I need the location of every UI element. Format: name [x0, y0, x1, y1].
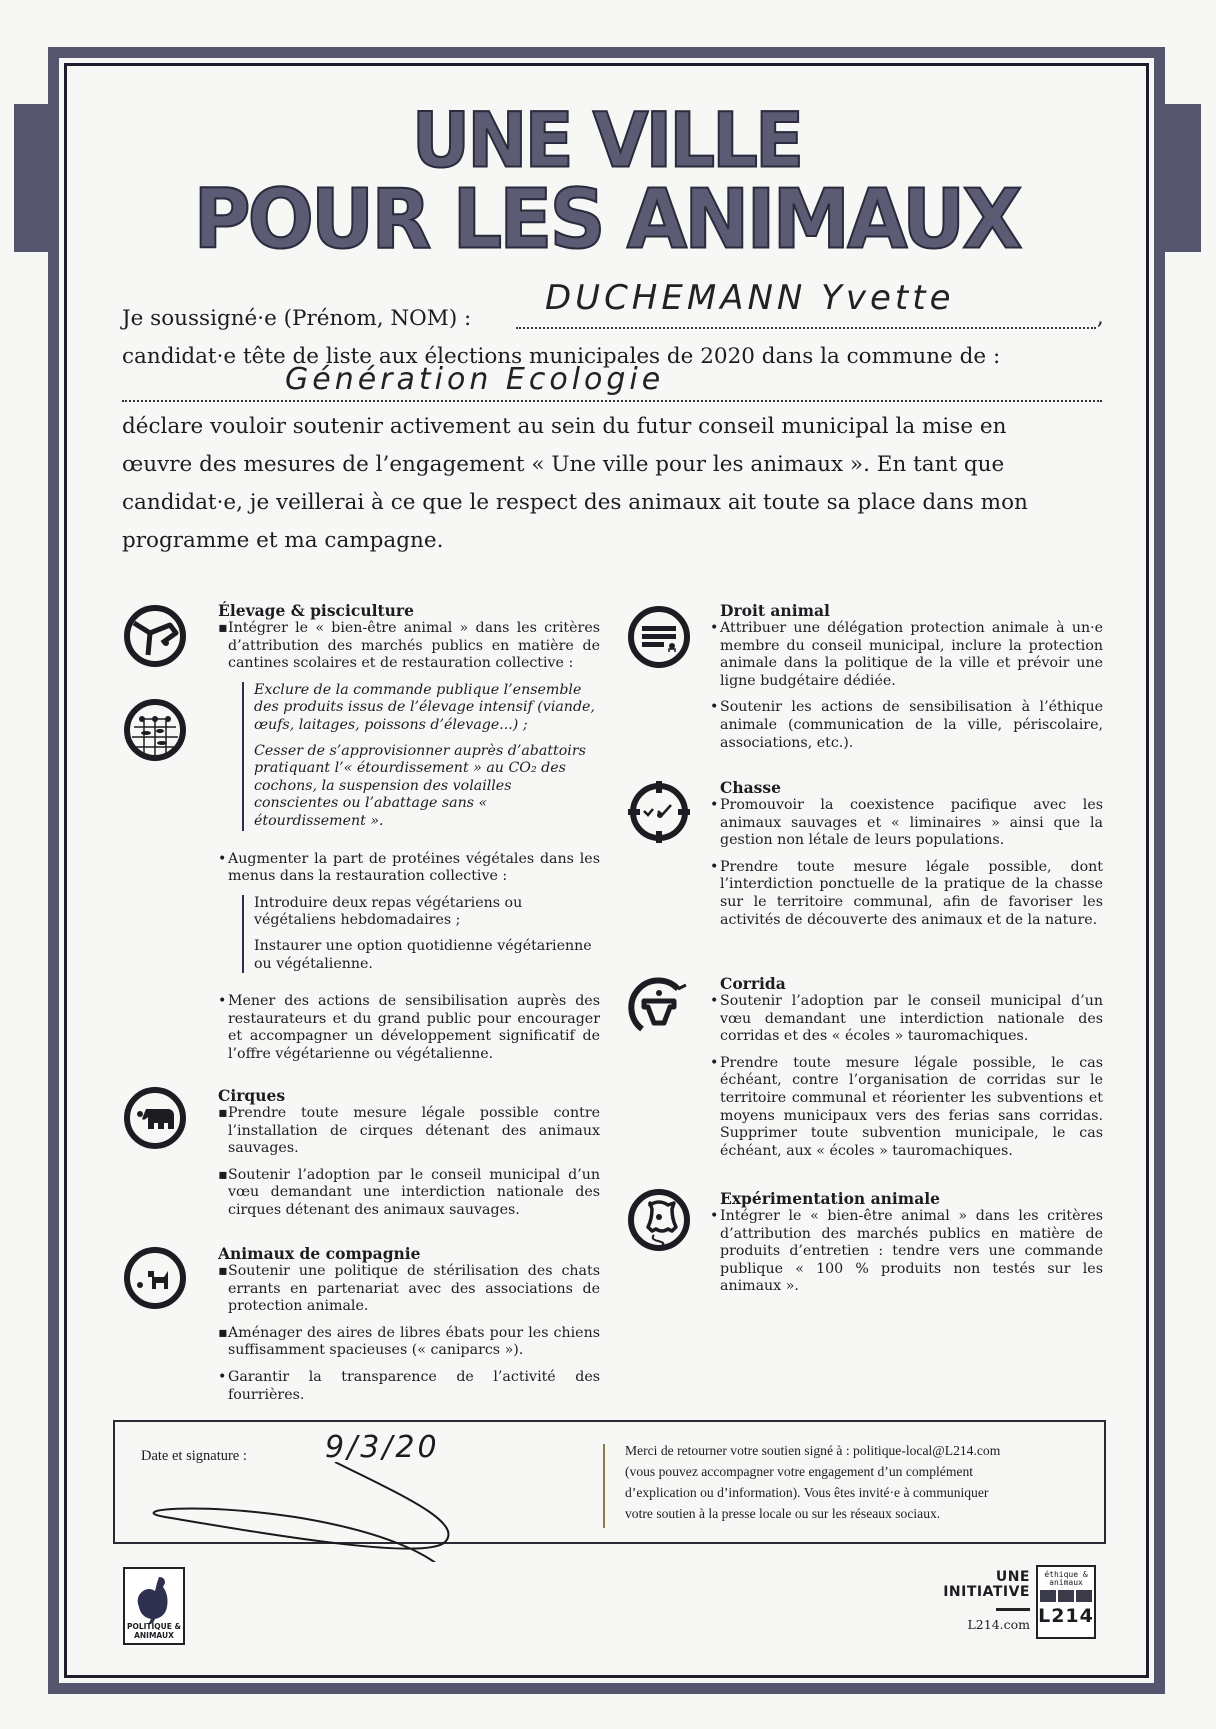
initiative-line1: UNE [995, 1569, 1030, 1585]
section-title: Élevage & pisciculture [218, 601, 414, 620]
bullet-item: • Garantir la transparence de l’activité des fourrières. [218, 1368, 600, 1403]
fish-farm-icon [122, 697, 188, 763]
initiative-line2: INITIATIVE [943, 1584, 1030, 1600]
section-title: Animaux de compagnie [218, 1244, 421, 1263]
section-chasse [710, 778, 1103, 938]
certificate-icon [626, 604, 692, 670]
declaration-text [122, 408, 1104, 560]
rooster-icon [125, 1573, 183, 1623]
bullet-item: • Attribuer une délégation protection animale à un·e membre du conseil municipal, inclure la protection animale dans la politique de la ville et prévoir une ligne budgétaire dédiée. [710, 620, 1103, 689]
bullet-item: • Promouvoir la coexistence pacifique avec les animaux sauvages et « liminaires » ainsi que la gestion non létale de leurs populations. [710, 797, 1103, 849]
l214-tagline: éthique & animaux [1044, 1570, 1088, 1587]
livestock-icon [122, 603, 188, 669]
declaration-line: œuvre des mesures de l’engagement « Une ville pour les animaux ». En tant que [122, 452, 1005, 477]
signature-label: Date et signature : [141, 1448, 247, 1464]
l214-name: L214 [1038, 1605, 1094, 1627]
initiative-rule [996, 1608, 1030, 1611]
declaration-line: programme et ma campagne. [122, 528, 444, 553]
section-corrida [710, 974, 1103, 1169]
instruction-line: (vous pouvez accompagner votre engagement d’un complément [625, 1464, 974, 1479]
bullet-item: • Mener des actions de sensibilisation auprès des restaurateurs et du grand public pour encourager et accompagner un développement significatif de l’offre végétarienne ou végétalienne. [218, 993, 600, 1062]
sub-item: Instaurer une option quotidienne végétarienne ou végétalienne. [254, 937, 592, 972]
bull-icon [626, 975, 692, 1041]
signature-date-field[interactable]: 9/3/20 [325, 1430, 440, 1465]
bullet-item: • Intégrer le « bien-être animal » dans les critères d’attribution des marchés publics en matière de produits d’entretien : tendre vers une commande publique « 100 % produits non testés sur les animaux ». [710, 1208, 1103, 1295]
sub-item: Introduire deux repas végétariens ou végétaliens hebdomadaires ; [254, 894, 523, 929]
elephant-icon [122, 1085, 188, 1151]
section-cirques [218, 1087, 600, 1229]
bullet-item: ▪ Aménager des aires de libres ébats pour les chiens suffisamment spacieuses (« caniparcs »). [218, 1324, 600, 1359]
name-field-line[interactable] [516, 327, 1096, 329]
politique-animaux-caption: POLITIQUE & ANIMAUX [126, 1622, 182, 1640]
commune-field-line[interactable] [122, 400, 1102, 402]
l214-site-link[interactable]: L214.com [967, 1617, 1030, 1632]
section-title: Corrida [720, 974, 786, 993]
dog-icon [122, 1245, 188, 1311]
instruction-line: votre soutien à la presse locale ou sur les réseaux sociaux. [625, 1506, 941, 1521]
section-experimentation [710, 1189, 1103, 1305]
section-droit-animal [710, 601, 1103, 761]
handwritten-signature[interactable] [135, 1462, 565, 1562]
instruction-line: Merci de retourner votre soutien signé à : politique-local@L214.com [625, 1443, 1001, 1458]
bullet-item: • Soutenir les actions de sensibilisation à l’éthique animale (communication de la ville, périscolaire, associations, etc.). [710, 699, 1103, 751]
bullet-item: ▪ Soutenir une politique de stérilisation des chats errants en partenariat avec des associations de protection animale. [218, 1263, 600, 1315]
section-title: Cirques [218, 1086, 286, 1105]
candidate-line: candidat·e tête de liste aux élections municipales de 2020 dans la commune de : [122, 344, 1001, 369]
sub-list [242, 682, 600, 831]
politique-animaux-logo [123, 1567, 185, 1645]
frame-tab-right [1165, 104, 1201, 252]
section-animaux-compagnie [218, 1245, 600, 1413]
commune-field-value[interactable]: Génération Ecologie [285, 362, 665, 397]
title-line-1: UNE VILLE [411, 95, 802, 185]
name-field-value[interactable]: DUCHEMANN Yvette [545, 278, 955, 318]
initiative-text [930, 1570, 1030, 1632]
signature-divider [603, 1444, 605, 1528]
section-title: Expérimentation animale [720, 1189, 940, 1208]
name-label: Je soussigné·e (Prénom, NOM) : [122, 306, 472, 331]
signature-box [113, 1420, 1106, 1544]
sub-item: Cesser de s’approvisionner auprès d’abattoirs pratiquant l’« étourdissement » au CO₂ des cochons, la suspension des volailles conscientes ou l’abattage sans « étourdissement ». [254, 742, 586, 829]
bullet-item: ▪ Prendre toute mesure légale possible contre l’installation de cirques détenant des animaux sauvages. [218, 1105, 600, 1157]
return-instructions [625, 1440, 1095, 1524]
bullet-item: ▪ Intégrer le « bien-être animal » dans les critères d’attribution des marchés publics en matière de cantines scolaires et de restauration collective : [218, 620, 600, 672]
declaration-line: candidat·e, je veillerai à ce que le respect des animaux ait toute sa place dans mon [122, 490, 1028, 515]
declaration-line: déclare vouloir soutenir activement au sein du futur conseil municipal la mise en [122, 414, 1007, 439]
l214-animals-icon [1038, 1590, 1094, 1602]
bullet-item: • Prendre toute mesure légale possible, dont l’interdiction ponctuelle de la pratique de la chasse sur le territoire communal, afin de favoriser les activités de découverte des animaux et de la nature. [710, 858, 1103, 928]
bullet-item: • Augmenter la part de protéines végétales dans les menus dans la restauration collective : [218, 850, 600, 885]
frame-tab-left [14, 104, 50, 252]
l214-logo [1036, 1565, 1096, 1639]
bullet-item: • Prendre toute mesure légale possible, le cas échéant, contre l’organisation de corridas sur le territoire communal et réorienter les subventions et moyens municipaux vers des ferias sans corridas. Supprimer toute subvention municipale, le cas échéant, aux « écoles » tauromachiques. [710, 1054, 1103, 1159]
bullet-item: ▪ Soutenir l’adoption par le conseil municipal d’un vœu demandant une interdiction nationale des cirques détenant des animaux sauvages. [218, 1166, 600, 1218]
section-title: Droit animal [720, 601, 830, 620]
bullet-item: • Soutenir l’adoption par le conseil municipal d’un vœu demandant une interdiction nationale des corridas et des « écoles » tauromachiques. [710, 993, 1103, 1045]
lab-animal-icon [626, 1187, 692, 1253]
sub-list [242, 895, 600, 973]
crosshair-icon [626, 779, 692, 845]
title-line-2: POUR LES ANIMAUX [193, 172, 1020, 268]
section-title: Chasse [720, 778, 781, 797]
instruction-line: d’explication ou d’information). Vous êtes invité·e à communiquer [625, 1485, 989, 1500]
section-elevage [218, 602, 600, 1072]
sub-item: Exclure de la commande publique l’ensemble des produits issus de l’élevage intensif (viande, œufs, laitages, poissons d’élevage...) ; [254, 681, 595, 733]
